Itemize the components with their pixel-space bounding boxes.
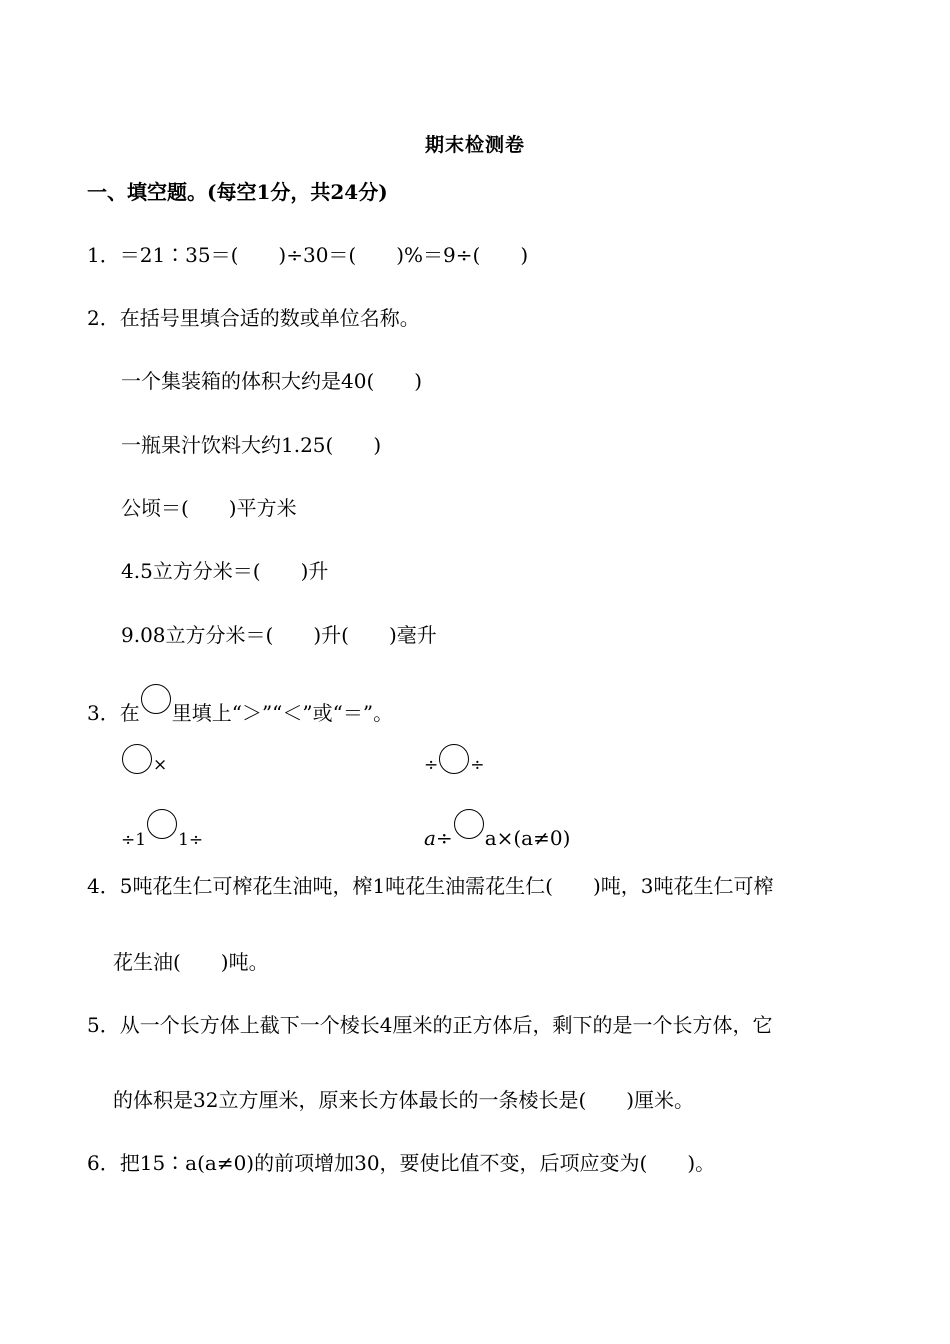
question-5-line-2: 的体积是32立方厘米，原来长方体最长的一条棱长是( )厘米。 (113, 1088, 695, 1112)
compare-text: a÷ (424, 826, 453, 850)
compare-text: 1÷ (178, 830, 204, 850)
compare-text: × (153, 755, 168, 775)
question-1: 1．＝21∶35＝( )÷30＝( )%＝9÷( ) (87, 243, 529, 267)
question-2-item: 9.08立方分米＝( )升( )毫升 (121, 623, 437, 647)
question-2-stem: 2．在括号里填合适的数或单位名称。 (87, 306, 420, 330)
compare-text: ÷1 (121, 830, 147, 850)
compare-circle-icon[interactable] (122, 744, 152, 774)
compare-row-1-left (121, 744, 167, 779)
question-2-item: 4.5立方分米＝( )升 (121, 559, 329, 583)
compare-text: ÷ (470, 755, 485, 775)
question-3-stem-before: 3．在 (87, 701, 140, 725)
compare-circle-icon (141, 684, 171, 714)
page-title: 期末检测卷 (424, 134, 525, 156)
section-heading: 一、填空题。(每空1分，共24分) (87, 180, 388, 204)
compare-circle-icon[interactable] (439, 744, 469, 774)
question-5-line-1: 5．从一个长方体上截下一个棱长4厘米的正方体后，剩下的是一个长方体，它 (87, 1013, 773, 1037)
question-2-item: 一瓶果汁饮料大约1.25( ) (121, 433, 382, 457)
compare-text: a×(a≠0) (484, 826, 571, 850)
question-4-line-1: 4．5吨花生仁可榨花生油吨，榨1吨花生油需花生仁( )吨，3吨花生仁可榨 (87, 874, 774, 898)
question-3-stem-after: 里填上“＞”“＜”或“＝”。 (171, 701, 394, 725)
question-3-stem (87, 684, 393, 727)
question-2-item: 公顷＝( )平方米 (121, 496, 297, 520)
compare-circle-icon[interactable] (147, 809, 177, 839)
compare-row-2-right (424, 809, 570, 852)
compare-text: ÷ (424, 755, 439, 775)
compare-row-1-right (424, 744, 485, 779)
question-2-item: 一个集装箱的体积大约是40( ) (121, 369, 423, 393)
compare-circle-icon[interactable] (454, 809, 484, 839)
compare-row-2-left (121, 809, 203, 854)
question-6: 6．把15∶a(a≠0)的前项增加30，要使比值不变，后项应变为( )。 (87, 1151, 716, 1175)
question-4-line-2: 花生油( )吨。 (113, 950, 269, 974)
